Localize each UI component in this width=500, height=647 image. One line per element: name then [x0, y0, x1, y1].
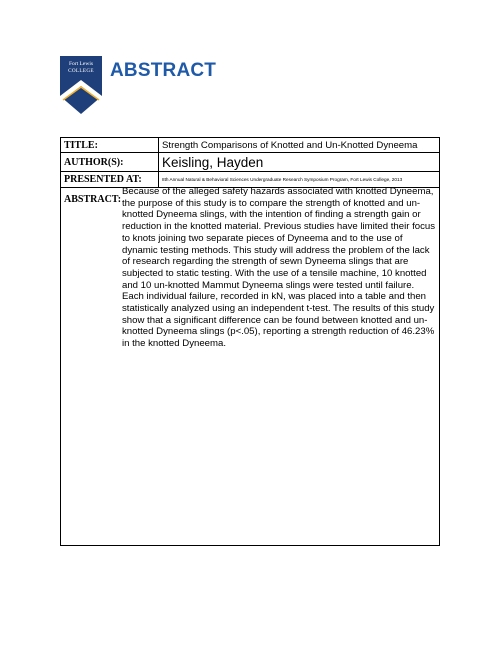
- title-label: TITLE:: [61, 138, 159, 152]
- author-value: Keisling, Hayden: [162, 154, 264, 170]
- author-row: [61, 153, 439, 172]
- presented-label: PRESENTED AT:: [61, 172, 159, 187]
- author-label: AUTHOR(S):: [61, 153, 159, 171]
- logo-text-top: Fort Lewis: [69, 61, 93, 67]
- abstract-form: [60, 137, 440, 546]
- abstract-body: Because of the alleged safety hazards associated with knotted Dyneema, the purpose of this study is to compare the strength of knotted and un-knotted Dyneema slings, with the intention of finding a strength gain or reduction in the knotted material. Previous studies have limited their focus to knots joining two separate pieces of Dyneema and to the use of dynamic testing methods. This study will address the problem of the lack of research regarding the strength of sewn Dyneema slings that are subjected to static testing. With the use of a tensile machine, 10 knotted and 10 un-knotted Mammut Dyneema slings were tested until failure. Each individual failure, recorded in kN, was placed into a table and then statistically analyzed using an independent t-test. The results of this study show that a significant difference can be found between knotted and un-knotted Dyneema slings (p<.05), reporting a strength reduction of 46.23% in the knotted Dyneema.: [122, 186, 436, 350]
- title-row: [61, 138, 439, 153]
- abstract-label: ABSTRACT:: [64, 194, 122, 205]
- page-title: ABSTRACT: [110, 60, 217, 81]
- presented-value: 8th Annual Natural & Behavioral Sciences Undergraduate Research Symposium Program, Fort Lewis College, 2013: [162, 177, 403, 182]
- title-value: Strength Comparisons of Knotted and Un-Knotted Dyneema: [162, 139, 418, 151]
- college-logo: [60, 56, 102, 114]
- logo-text-bottom: COLLEGE: [68, 68, 94, 74]
